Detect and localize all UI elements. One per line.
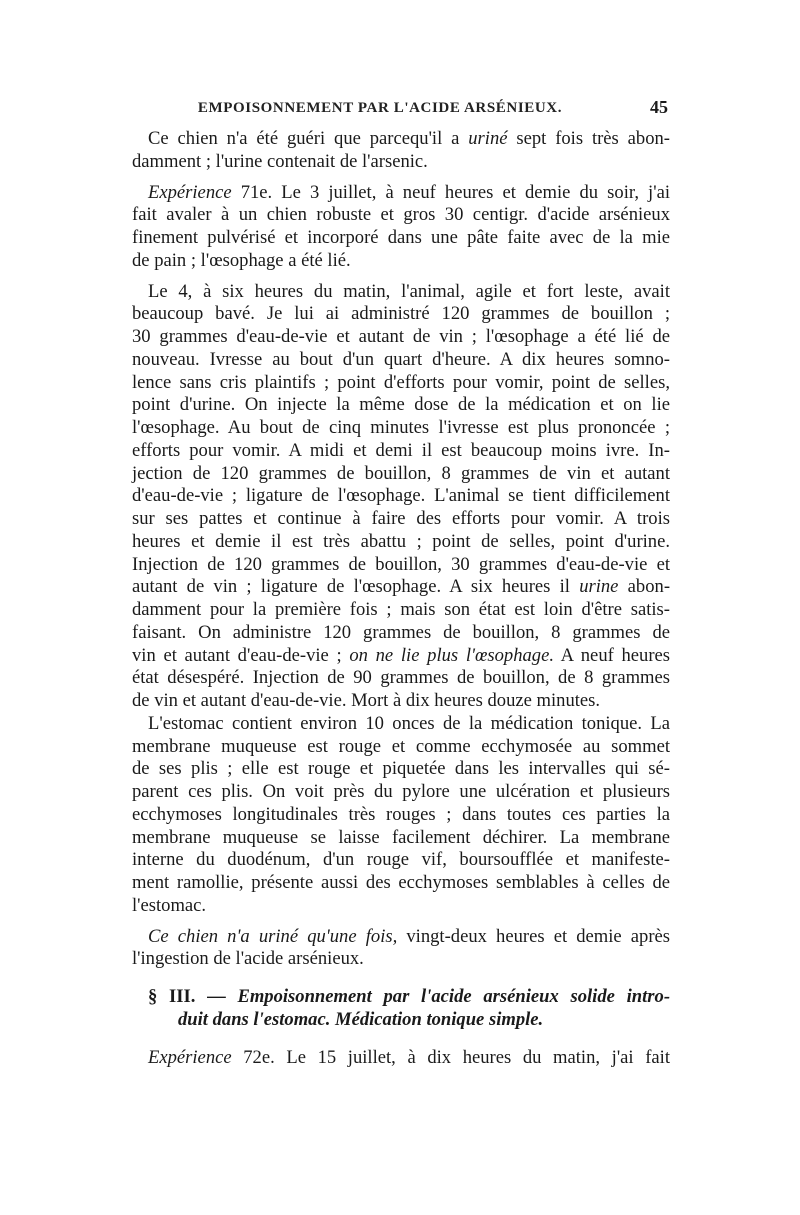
text-line: jection de 120 grammes de bouillon, 8 grammes de vin et autant [132, 462, 670, 484]
running-title: EMPOISONNEMENT PAR L'ACIDE ARSÉNIEUX. [197, 100, 563, 116]
text-line: vin et autant d'eau-de-vie ; on ne lie plus l'œsophage. A neuf heures [132, 644, 671, 666]
text-line: Injection de 120 grammes de bouillon, 30 grammes d'eau-de-vie et [132, 553, 670, 575]
section-heading: duit dans l'estomac. Médication tonique simple. [178, 1008, 544, 1030]
text-line: beaucoup bavé. Je lui ai administré 120 grammes de bouillon ; [132, 303, 670, 325]
text-line: l'estomac. [132, 894, 207, 916]
page-header [132, 97, 668, 124]
emphasis: uriné [468, 128, 508, 149]
body-text [132, 128, 670, 1069]
text-line: 30 grammes d'eau-de-vie et autant de vin ; l'œsophage a été lié de [132, 326, 670, 347]
emphasis: Ce chien n'a uriné qu'une fois, [148, 925, 398, 947]
text-line: efforts pour vomir. A midi et demi il est beaucoup moins ivre. In- [132, 439, 670, 461]
text-line: de pain ; l'œsophage a été lié. [132, 249, 351, 271]
text-line: ment ramollie, présente aussi des ecchymoses semblables à celles de [132, 872, 670, 893]
text-line: fait avaler à un chien robuste et gros 30 centigr. d'acide arsénieux [132, 204, 670, 226]
text-line: finement pulvérisé et incorporé dans une pâte faite avec de la mie [132, 227, 670, 248]
text-line: Expérience 71e. Le 3 juillet, à neuf heures et demie du soir, j'ai [148, 181, 670, 203]
text-line: point d'urine. On injecte la même dose de la médication et on lie [132, 394, 670, 416]
text-line: Ce chien n'a été guéri que parcequ'il a uriné sept fois très abon- [148, 128, 670, 149]
text-line: autant de vin ; ligature de l'œsophage. A six heures il urine abon- [132, 576, 671, 598]
text-line: l'ingestion de l'acide arsénieux. [132, 948, 364, 970]
emphasis: urine [579, 576, 619, 598]
text-line: Expérience 72e. Le 15 juillet, à dix heures du matin, j'ai fait [148, 1046, 670, 1068]
text-line: membrane muqueuse est rouge et comme ecchymosée au sommet [132, 735, 670, 757]
text-line: d'eau-de-vie ; ligature de l'œsophage. L'animal se tient difficilement [132, 485, 670, 507]
text-line: de vin et autant d'eau-de-vie. Mort à dix heures douze minutes. [132, 690, 601, 711]
text-line: interne du duodénum, d'un rouge vif, boursoufflée et manifeste- [132, 849, 670, 871]
text-line: ecchymoses longitudinales très rouges ; dans toutes ces parties la [132, 803, 670, 825]
emphasis: Expérience [148, 1046, 232, 1068]
emphasis: on ne lie plus l'œsophage. [349, 644, 554, 666]
text-line: L'estomac contient environ 10 onces de la médication tonique. La [148, 712, 670, 734]
text-line: Le 4, à six heures du matin, l'animal, agile et fort leste, avait [148, 280, 670, 302]
text-line: heures et demie il est très abattu ; point de selles, point d'urine. [132, 530, 670, 552]
text-line: état désespéré. Injection de 90 grammes de bouillon, de 8 grammes [132, 667, 670, 689]
emphasis: Expérience [148, 181, 232, 203]
text-line: de ses plis ; elle est rouge et piquetée dans les intervalles qui sé- [132, 758, 670, 780]
section-heading: § III. — Empoisonnement par l'acide arsénieux solide intro- [148, 986, 671, 1007]
text-line: faisant. On administre 120 grammes de bouillon, 8 grammes de [132, 621, 670, 643]
page-number: 45 [650, 97, 668, 117]
text-line: nouveau. Ivresse au bout d'un quart d'heure. A dix heures somno- [132, 348, 670, 370]
text-line: damment ; l'urine contenait de l'arsenic. [132, 150, 428, 172]
text-line: l'œsophage. Au bout de cinq minutes l'ivresse est plus prononcée ; [132, 417, 670, 438]
text-line: sur ses pattes et continue à faire des efforts pour vomir. A trois [132, 508, 670, 529]
text-line: lence sans cris plaintifs ; point d'efforts pour vomir, point de selles, [132, 371, 670, 393]
text-line: damment pour la première fois ; mais son état est loin d'être satis- [132, 599, 670, 620]
text-line: Ce chien n'a uriné qu'une fois, vingt-deux heures et demie après [148, 925, 670, 947]
text-line: membrane muqueuse se laisse facilement déchirer. La membrane [132, 826, 670, 848]
text-line: parent ces plis. On voit près du pylore une ulcération et plusieurs [132, 781, 670, 802]
